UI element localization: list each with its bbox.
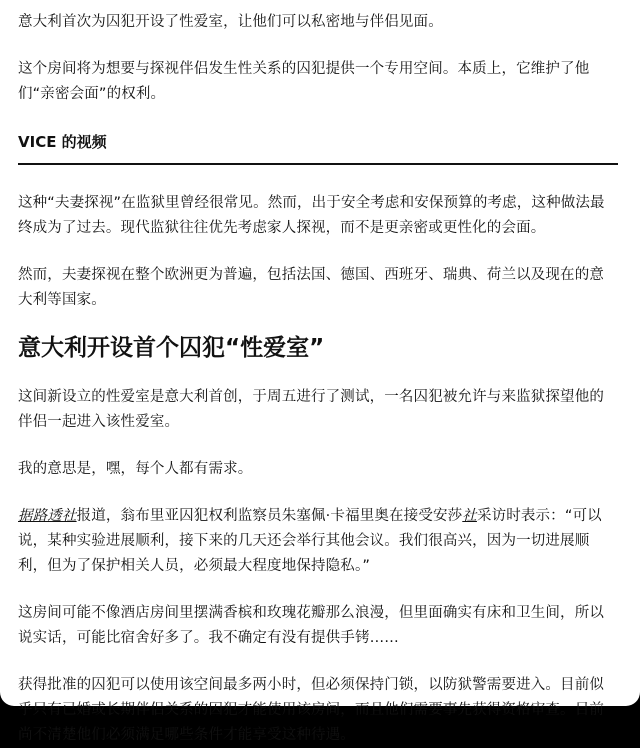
reuters-text-2: 采访时表示：“可以说，某种实验进展顺利，接下来的几天还会举行其他会议。我们很高兴，因为一切进展顺利，但为了保护相关人员，必须最大程度地保持隐私。” <box>18 508 602 574</box>
paragraph-intro: 意大利首次为囚犯开设了性爱室，让他们可以私密地与伴侣见面。 <box>18 14 443 30</box>
reuters-source-link[interactable]: 据路透社 <box>18 508 77 524</box>
paragraph-reuters-quote <box>18 504 618 579</box>
paragraph-europe: 然而，夫妻探视在整个欧洲更为普遍，包括法国、德国、西班牙、瑞典、荷兰以及现在的意大利等国家。 <box>18 267 604 308</box>
article-body <box>18 10 618 748</box>
paragraph-rules: 获得批准的囚犯可以使用该空间最多两小时，但必须保持门锁，以防狱警需要进入。目前似乎只有已婚或长期伴侣关系的囚犯才能使用该房间，而且他们需要事先获得资格审查。目前尚不清楚他们必须满足哪些条件才能享受这种待遇。 <box>18 677 604 743</box>
paragraph-needs: 我的意思是，嘿，每个人都有需求。 <box>18 461 253 477</box>
paragraph-room-purpose: 这个房间将为想要与探视伴侣发生性关系的囚犯提供一个专用空间。本质上，它维护了他们“亲密会面”的权利。 <box>18 61 590 102</box>
reuters-text-1: 报道，翁布里亚囚犯权利监察员朱塞佩·卡福里奥在接受安莎 <box>76 508 463 524</box>
vice-video-heading: VICE 的视频 <box>18 131 618 165</box>
ansa-source-italic[interactable]: 社 <box>462 508 477 524</box>
paragraph-first-test: 这间新设立的性爱室是意大利首创，于周五进行了测试，一名囚犯被允许与来监狱探望他的伴侣一起进入该性爱室。 <box>18 389 604 430</box>
paragraph-conjugal-history: 这种“夫妻探视”在监狱里曾经很常见。然而，出于安全考虑和安保预算的考虑，这种做法最终成为了过去。现代监狱往往优先考虑家人探视，而不是更亲密或更性化的会面。 <box>18 195 605 236</box>
paragraph-room-description: 这房间可能不像酒店房间里摆满香槟和玫瑰花瓣那么浪漫，但里面确实有床和卫生间，所以说实话，可能比宿舍好多了。我不确定有没有提供手铐…… <box>18 605 604 646</box>
section-title: 意大利开设首个囚犯“性爱室” <box>18 335 325 361</box>
